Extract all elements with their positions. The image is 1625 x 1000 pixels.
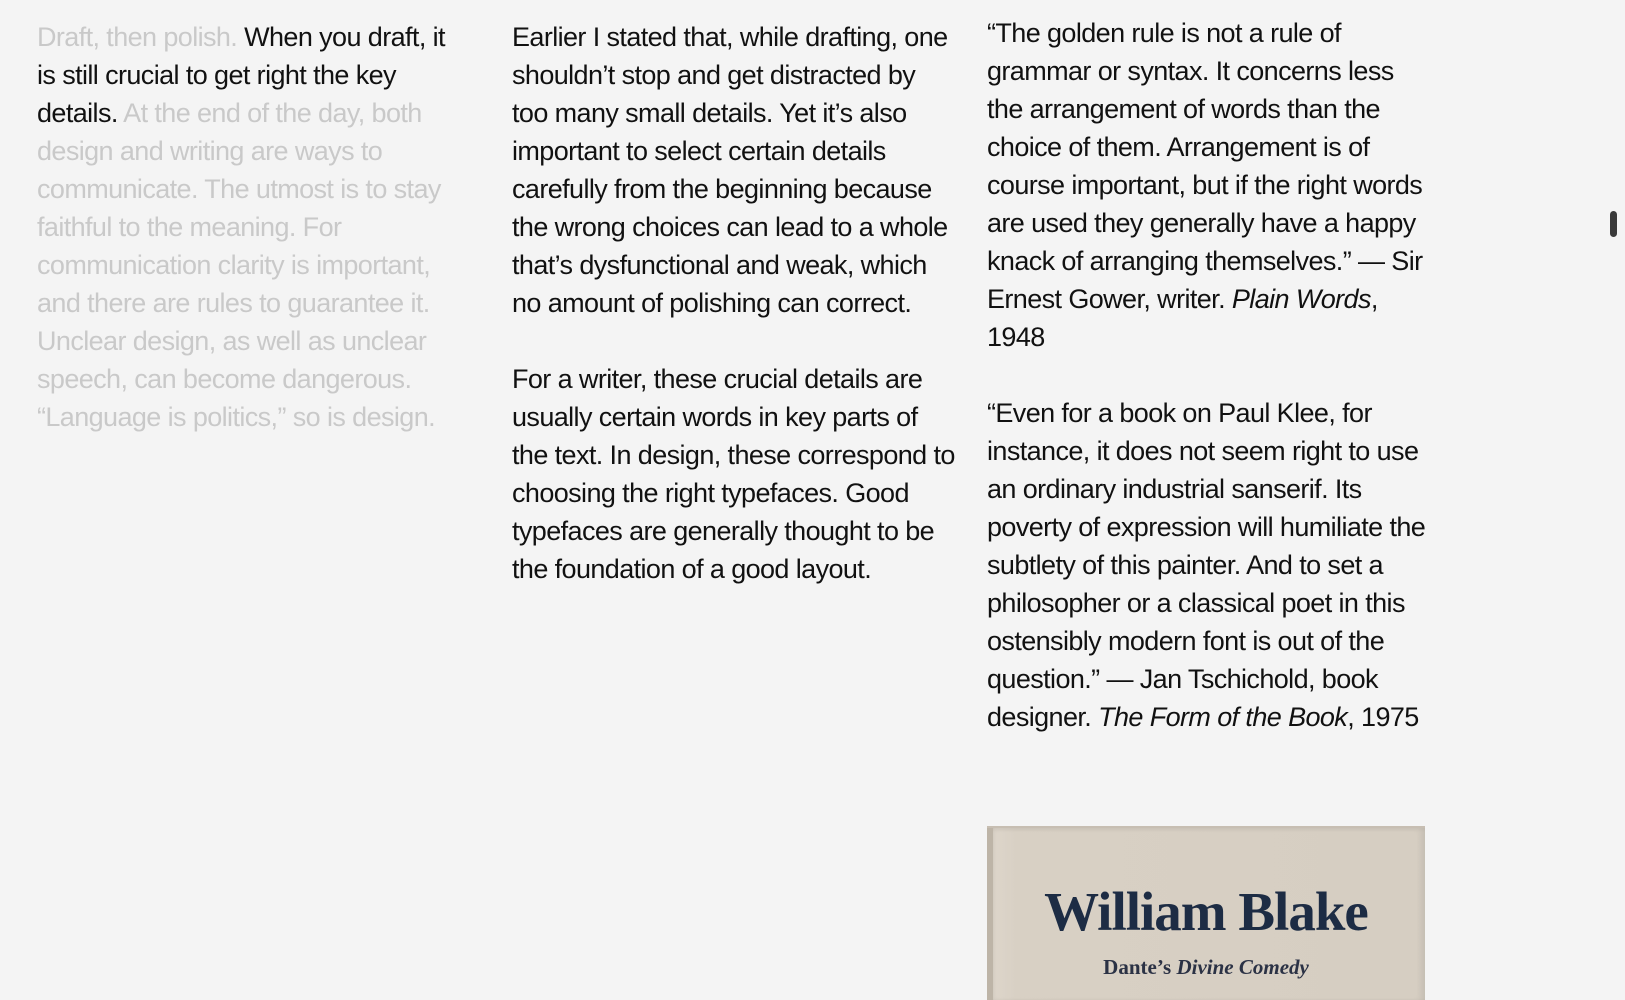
intro-rest-muted: At the end of the day, both design and writing are ways to communicate. The utmost is to stay faithful to the meaning. For communication clarity is important, and there are rules to guarantee it. Unclear design, as well as unclear speech, can become dangerous. “Language is politics,” so is design. [37, 98, 441, 432]
quote-gower [987, 14, 1432, 356]
body-paragraph-2: For a writer, these crucial details are usually certain words in key parts of the text. In design, these correspond to choosing the right typefaces. Good typefaces are generally thought to be the foundation of a good layout. [512, 364, 955, 584]
book-cover-subtitle-prefix: Dante’s [1103, 955, 1172, 979]
intro-paragraph [37, 18, 457, 436]
quote-tschichold-work: The Form of the Book [1098, 702, 1348, 732]
quote-gower-work: Plain Words [1231, 284, 1371, 314]
book-cover-subtitle [987, 955, 1425, 980]
quote-gower-year: , 1948 [987, 284, 1378, 352]
quote-tschichold-text: “Even for a book on Paul Klee, for instance, it does not seem right to use an ordinary industrial sanserif. Its poverty of expression will humiliate the subtlety of this painter. And to set a philosopher or a classical poet in this ostensibly modern font is out of the question.” — Jan Tschichold, book designer. [987, 398, 1426, 732]
quote-tschichold-year: , 1975 [1347, 702, 1419, 732]
body-paragraph-1: Earlier I stated that, while drafting, one shouldn’t stop and get distracted by too many small details. Yet it’s also important to select certain details carefully from the beginning because the wrong choices can lead to a whole that’s dysfunctional and weak, which no amount of polishing can correct. [512, 22, 948, 318]
intro-lead-muted: Draft, then polish. [37, 22, 238, 52]
quote-tschichold [987, 394, 1432, 736]
book-cover-subtitle-italic: Divine Comedy [1176, 955, 1309, 979]
intro-column [37, 18, 457, 436]
body-column [512, 18, 957, 588]
book-cover-title: William Blake [1044, 881, 1368, 942]
quotes-column [987, 14, 1432, 736]
book-cover-image [987, 826, 1425, 1000]
scrollbar-thumb[interactable] [1610, 211, 1617, 237]
intro-lead-strong: When you draft, it is still crucial to get right the key details. [37, 22, 445, 128]
quote-gower-text: “The golden rule is not a rule of grammar or syntax. It concerns less the arrangement of words than the choice of them. Arrangement is of course important, but if the right words are used they generally have a happy knack of arranging themselves.” — Sir Ernest Gower, writer. [987, 18, 1423, 314]
